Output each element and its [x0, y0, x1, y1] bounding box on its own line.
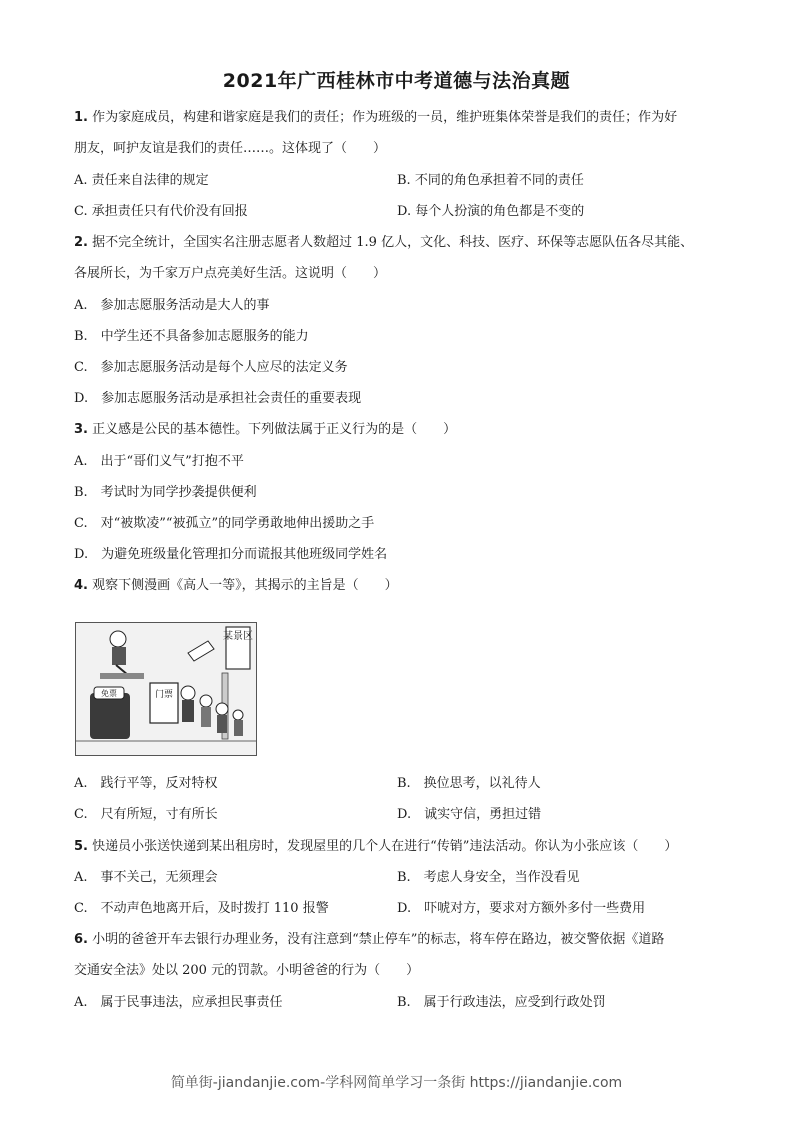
- q3-number: 3.: [74, 422, 88, 437]
- q3-stem: 3. 正义感是公民的基本德性。下列做法属于正义行为的是（ ）: [74, 422, 457, 437]
- q4-option-d: D. 诚实守信，勇担过错: [397, 807, 542, 822]
- q4-option-a: A. 践行平等，反对特权: [74, 776, 218, 791]
- q5-number: 5.: [74, 839, 88, 854]
- cartoon-gate-label: 门票: [154, 690, 174, 700]
- q2-option-b: B. 中学生还不具备参加志愿服务的能力: [74, 329, 309, 344]
- q4-option-b: B. 换位思考，以礼待人: [397, 776, 541, 791]
- q1-stem-line-1: 1. 作为家庭成员，构建和谐家庭是我们的责任；作为班级的一员，维护班集体荣誉是我们的责任；作为好: [74, 110, 678, 125]
- page-title: 2021年广西桂林市中考道德与法治真题: [222, 70, 571, 92]
- q1-number: 1.: [74, 110, 88, 125]
- cartoon-free-ticket-label: 免票: [101, 689, 117, 698]
- page-footer[interactable]: 简单街-jiandanjie.com-学科网简单学习一条街 https://jiandanjie.com: [170, 1075, 623, 1091]
- cartoon-sign-text-1: 某景区: [223, 631, 253, 642]
- q4-stem: 4. 观察下侧漫画《高人一等》，其揭示的主旨是（ ）: [74, 578, 398, 593]
- q6-number: 6.: [74, 932, 88, 947]
- q2-number: 2.: [74, 235, 88, 250]
- q1-option-a: A. 责任来自法律的规定: [74, 173, 209, 188]
- cartoon-drawing: [76, 623, 256, 755]
- q5-option-a: A. 事不关己，无须理会: [74, 870, 218, 885]
- q3-option-d: D. 为避免班级量化管理扣分而谎报其他班级同学姓名: [74, 547, 388, 562]
- q1-stem-line-2: 朋友，呵护友谊是我们的责任……。这体现了（ ）: [74, 141, 387, 156]
- q5-stem: 5. 快递员小张送快递到某出租房时，发现屋里的几个人在进行“传销”违法活动。你认为小张应该（ ）: [74, 839, 678, 854]
- q5-option-b: B. 考虑人身安全，当作没看见: [397, 870, 580, 885]
- q2-option-a: A. 参加志愿服务活动是大人的事: [74, 298, 270, 313]
- q6-option-a: A. 属于民事违法，应承担民事责任: [74, 995, 283, 1010]
- q6-stem-line-1: 6. 小明的爸爸开车去银行办理业务，没有注意到“禁止停车”的标志，将车停在路边，被交警依据《道路: [74, 932, 665, 947]
- q6-stem-line-2: 交通安全法》处以 200 元的罚款。小明爸爸的行为（ ）: [74, 963, 420, 978]
- q3-option-c: C. 对“被欺凌”“被孤立”的同学勇敢地伸出援助之手: [74, 516, 375, 531]
- q5-option-c: C. 不动声色地离开后，及时拨打 110 报警: [74, 901, 329, 916]
- q2-stem-line-2: 各展所长，为千家万户点亮美好生活。这说明（ ）: [74, 266, 387, 281]
- q4-option-c: C. 尺有所短，寸有所长: [74, 807, 218, 822]
- q2-option-d: D. 参加志愿服务活动是承担社会责任的重要表现: [74, 391, 362, 406]
- q2-option-c: C. 参加志愿服务活动是每个人应尽的法定义务: [74, 360, 348, 375]
- q1-option-b: B. 不同的角色承担着不同的责任: [397, 173, 584, 188]
- q1-option-d: D. 每个人扮演的角色都是不变的: [397, 204, 585, 219]
- q1-option-c: C. 承担责任只有代价没有回报: [74, 204, 248, 219]
- q3-option-b: B. 考试时为同学抄袭提供便利: [74, 485, 257, 500]
- cartoon-image: [75, 622, 257, 756]
- q2-stem-line-1: 2. 据不完全统计，全国实名注册志愿者人数超过 1.9 亿人，文化、科技、医疗、环保等志愿队伍各尽其能、: [74, 235, 694, 250]
- q5-option-d: D. 吓唬对方，要求对方额外多付一些费用: [397, 901, 646, 916]
- q6-option-b: B. 属于行政违法，应受到行政处罚: [397, 995, 606, 1010]
- q3-option-a: A. 出于“哥们义气”打抱不平: [74, 454, 244, 469]
- q4-number: 4.: [74, 578, 88, 593]
